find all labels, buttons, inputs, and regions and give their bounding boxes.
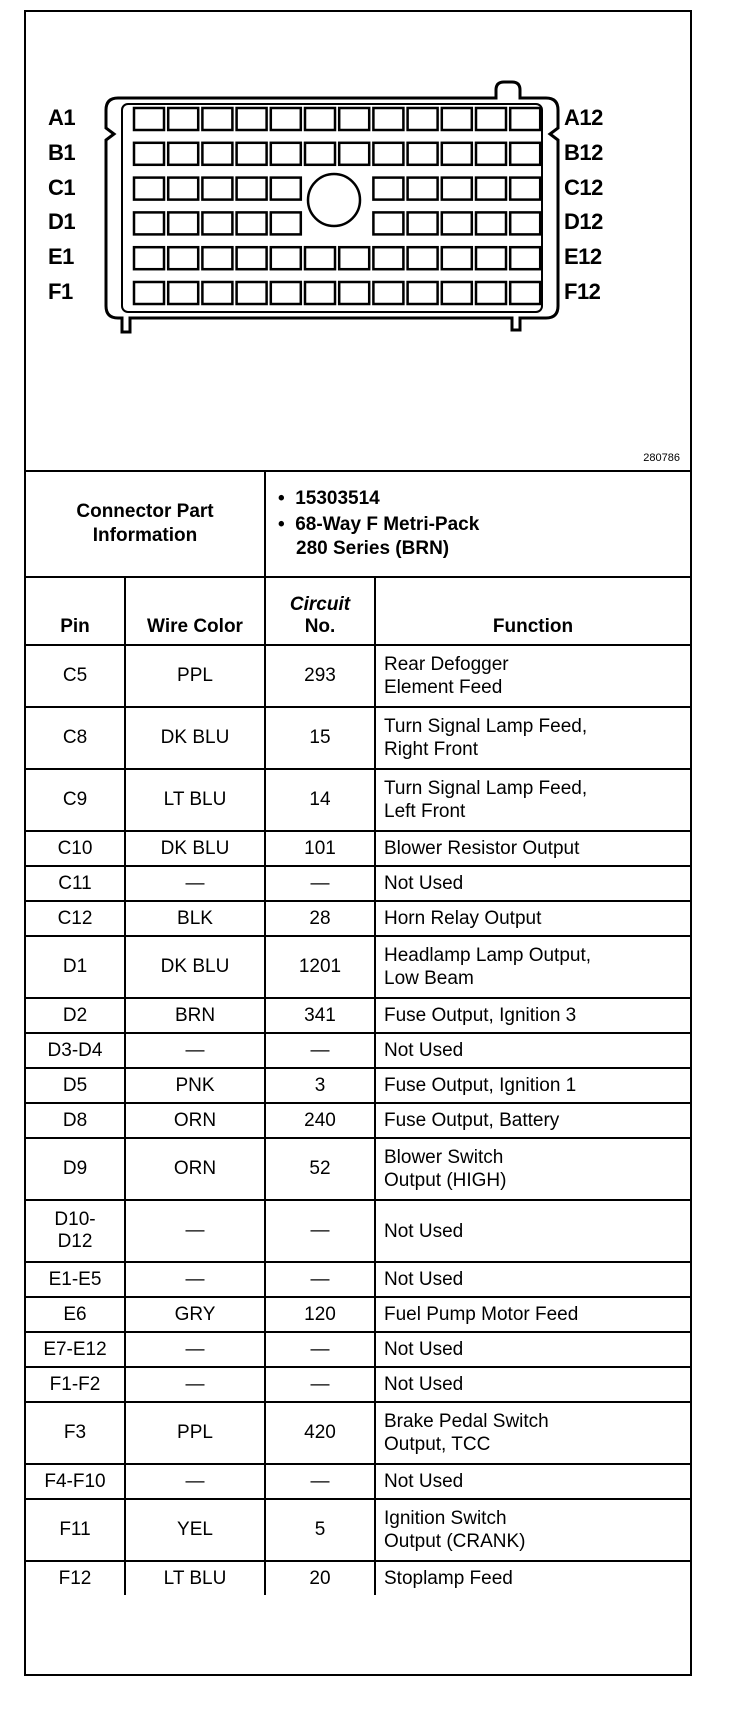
- connector-cavity: [339, 108, 369, 130]
- pin-cell: D2: [26, 998, 125, 1033]
- circuit-cell: 28: [265, 901, 375, 936]
- pin-cell: F1-F2: [26, 1367, 125, 1402]
- circuit-cell: 341: [265, 998, 375, 1033]
- connector-cavity: [373, 143, 403, 165]
- connector-cavity: [373, 108, 403, 130]
- circuit-cell: 5: [265, 1499, 375, 1561]
- connector-cavity: [134, 178, 164, 200]
- circuit-cell: —: [265, 1464, 375, 1499]
- pin-cell: C9: [26, 769, 125, 831]
- table-row: [26, 1033, 690, 1068]
- table-row: [26, 1103, 690, 1138]
- wire-color-cell: —: [125, 1332, 265, 1367]
- connector-cavity: [408, 143, 438, 165]
- pin-cell: F4-F10: [26, 1464, 125, 1499]
- wire-color-cell: —: [125, 1464, 265, 1499]
- table-row: [26, 1402, 690, 1464]
- table-row: [26, 831, 690, 866]
- connector-cavity: [202, 282, 232, 304]
- connector-cavity: [339, 247, 369, 269]
- wire-color-cell: —: [125, 866, 265, 901]
- pin-cell: D5: [26, 1068, 125, 1103]
- connector-cavity: [510, 178, 540, 200]
- table-row: [26, 1068, 690, 1103]
- connector-cavity: [408, 178, 438, 200]
- table-row: [26, 866, 690, 901]
- row-label-right: D12: [564, 209, 603, 235]
- connector-cavity: [408, 212, 438, 234]
- wire-color-cell: BLK: [125, 901, 265, 936]
- connector-cavity: [476, 212, 506, 234]
- connector-cavity: [339, 282, 369, 304]
- wire-color-header: Wire Color: [125, 577, 265, 645]
- connector-cavity: [134, 247, 164, 269]
- circuit-cell: 14: [265, 769, 375, 831]
- connector-cavity: [237, 108, 267, 130]
- circuit-cell: —: [265, 1200, 375, 1262]
- table-row: [26, 901, 690, 936]
- pin-cell: F3: [26, 1402, 125, 1464]
- pin-cell: C5: [26, 645, 125, 707]
- connector-cavity: [476, 247, 506, 269]
- connector-face-drawing: [26, 12, 690, 470]
- wire-color-cell: PPL: [125, 1402, 265, 1464]
- connector-cavity: [373, 247, 403, 269]
- table-row: [26, 707, 690, 769]
- connector-housing-outline: [106, 82, 558, 332]
- connector-center-post: [308, 174, 360, 226]
- circuit-cell: —: [265, 866, 375, 901]
- table-row: [26, 1464, 690, 1499]
- row-label-left: B1: [48, 139, 76, 165]
- table-row: [26, 1332, 690, 1367]
- pin-cell: E1-E5: [26, 1262, 125, 1297]
- row-label-left: E1: [48, 244, 74, 270]
- function-cell: Fuse Output, Ignition 1: [375, 1068, 690, 1103]
- pin-header: Pin: [26, 577, 125, 645]
- function-cell: Not Used: [375, 1332, 690, 1367]
- connector-cavity: [271, 178, 301, 200]
- circuit-cell: —: [265, 1262, 375, 1297]
- row-label-left: F1: [48, 279, 73, 304]
- wire-color-cell: —: [125, 1262, 265, 1297]
- connector-cavity: [168, 282, 198, 304]
- connector-cavity: [373, 212, 403, 234]
- connector-cavity: [271, 108, 301, 130]
- pin-cell: D10- D12: [26, 1200, 125, 1262]
- pin-cell: E7-E12: [26, 1332, 125, 1367]
- row-label-right: C12: [564, 174, 603, 200]
- connector-cavity: [510, 247, 540, 269]
- function-cell: Blower Switch Output (HIGH): [375, 1138, 690, 1200]
- row-label-right: B12: [564, 139, 603, 165]
- connector-cavity: [476, 143, 506, 165]
- connector-cavity: [168, 247, 198, 269]
- function-cell: Not Used: [375, 1200, 690, 1262]
- connector-cavity: [476, 282, 506, 304]
- pin-cell: F11: [26, 1499, 125, 1561]
- connector-cavity: [202, 178, 232, 200]
- connector-cavity: [237, 212, 267, 234]
- circuit-cell: 52: [265, 1138, 375, 1200]
- connector-cavity: [202, 247, 232, 269]
- function-header: Function: [375, 577, 690, 645]
- row-label-right: E12: [564, 244, 602, 270]
- connector-pinout-table: [26, 470, 690, 1595]
- function-cell: Fuse Output, Ignition 3: [375, 998, 690, 1033]
- table-header-row: [26, 577, 690, 645]
- pin-cell: D3-D4: [26, 1033, 125, 1068]
- connector-type: • 68-Way F Metri-Pack 280 Series (BRN): [278, 514, 480, 559]
- connector-cavity: [442, 178, 472, 200]
- wire-color-cell: —: [125, 1200, 265, 1262]
- connector-cavity: [271, 143, 301, 165]
- function-cell: Fuse Output, Battery: [375, 1103, 690, 1138]
- wire-color-cell: DK BLU: [125, 936, 265, 998]
- connector-diagram: [26, 12, 690, 472]
- circuit-cell: —: [265, 1033, 375, 1068]
- function-cell: Not Used: [375, 866, 690, 901]
- connector-cavity: [202, 212, 232, 234]
- function-cell: Not Used: [375, 1367, 690, 1402]
- pin-cell: D8: [26, 1103, 125, 1138]
- connector-cavity: [168, 212, 198, 234]
- function-cell: Ignition Switch Output (CRANK): [375, 1499, 690, 1561]
- function-cell: Turn Signal Lamp Feed, Left Front: [375, 769, 690, 831]
- circuit-header: Circuit No.: [265, 577, 375, 645]
- table-row: [26, 645, 690, 707]
- function-cell: Rear Defogger Element Feed: [375, 645, 690, 707]
- connector-cavity: [476, 178, 506, 200]
- connector-cavity: [408, 108, 438, 130]
- connector-cavity: [305, 108, 335, 130]
- table-row: [26, 1561, 690, 1595]
- connector-cavity: [442, 108, 472, 130]
- connector-cavity: [202, 108, 232, 130]
- table-row: [26, 769, 690, 831]
- circuit-cell: 240: [265, 1103, 375, 1138]
- circuit-cell: 20: [265, 1561, 375, 1595]
- pin-cell: C10: [26, 831, 125, 866]
- connector-cavity: [271, 282, 301, 304]
- wire-color-cell: ORN: [125, 1103, 265, 1138]
- circuit-cell: 120: [265, 1297, 375, 1332]
- wire-color-cell: DK BLU: [125, 707, 265, 769]
- pin-cell: D9: [26, 1138, 125, 1200]
- circuit-cell: 1201: [265, 936, 375, 998]
- connector-cavity: [510, 143, 540, 165]
- circuit-cell: 420: [265, 1402, 375, 1464]
- wire-color-cell: ORN: [125, 1138, 265, 1200]
- circuit-cell: 3: [265, 1068, 375, 1103]
- connector-info-label: Connector Part Information: [26, 471, 265, 577]
- wire-color-cell: LT BLU: [125, 769, 265, 831]
- pin-cell: E6: [26, 1297, 125, 1332]
- connector-cavity: [134, 282, 164, 304]
- pin-cell: C12: [26, 901, 125, 936]
- connector-cavity: [408, 282, 438, 304]
- row-label-right: A12: [564, 105, 603, 130]
- wire-color-cell: DK BLU: [125, 831, 265, 866]
- row-label-left: C1: [48, 174, 76, 200]
- function-cell: Headlamp Lamp Output, Low Beam: [375, 936, 690, 998]
- table-row: [26, 1138, 690, 1200]
- circuit-cell: 101: [265, 831, 375, 866]
- connector-cavity: [476, 108, 506, 130]
- circuit-cell: —: [265, 1367, 375, 1402]
- connector-info-row: [26, 471, 690, 577]
- wire-color-cell: YEL: [125, 1499, 265, 1561]
- wire-color-cell: PPL: [125, 645, 265, 707]
- connector-cavity: [271, 247, 301, 269]
- table-row: [26, 1262, 690, 1297]
- pin-cell: C8: [26, 707, 125, 769]
- connector-cavity: [408, 247, 438, 269]
- row-label-left: D1: [48, 209, 76, 235]
- connector-cavity: [339, 143, 369, 165]
- connector-cavity: [305, 247, 335, 269]
- connector-cavity: [271, 212, 301, 234]
- circuit-cell: 15: [265, 707, 375, 769]
- row-label-right: F12: [564, 279, 601, 304]
- row-label-left: A1: [48, 105, 76, 130]
- function-cell: Not Used: [375, 1464, 690, 1499]
- connector-cavity: [373, 282, 403, 304]
- pin-cell: C11: [26, 866, 125, 901]
- connector-cavity: [373, 178, 403, 200]
- table-row: [26, 998, 690, 1033]
- connector-part-number: • 15303514: [278, 488, 380, 509]
- connector-cavity: [168, 178, 198, 200]
- connector-cavity: [134, 143, 164, 165]
- function-cell: Blower Resistor Output: [375, 831, 690, 866]
- table-row: [26, 1499, 690, 1561]
- function-cell: Not Used: [375, 1033, 690, 1068]
- connector-cavity: [237, 282, 267, 304]
- table-row: [26, 1297, 690, 1332]
- wire-color-cell: PNK: [125, 1068, 265, 1103]
- table-row: [26, 1200, 690, 1262]
- connector-cavity: [202, 143, 232, 165]
- connector-cavity: [510, 108, 540, 130]
- pin-cell: D1: [26, 936, 125, 998]
- connector-cavity: [442, 143, 472, 165]
- connector-cavity: [237, 247, 267, 269]
- connector-cavity: [510, 212, 540, 234]
- connector-cavity: [237, 178, 267, 200]
- connector-cavity: [168, 108, 198, 130]
- circuit-cell: —: [265, 1332, 375, 1367]
- function-cell: Stoplamp Feed: [375, 1561, 690, 1595]
- connector-cavity: [442, 212, 472, 234]
- connector-cavity: [305, 143, 335, 165]
- pin-cell: F12: [26, 1561, 125, 1595]
- wire-color-cell: GRY: [125, 1297, 265, 1332]
- connector-info-values: [265, 471, 690, 577]
- figure-id: 280786: [643, 452, 680, 464]
- function-cell: Brake Pedal Switch Output, TCC: [375, 1402, 690, 1464]
- connector-cavity: [510, 282, 540, 304]
- connector-cavity: [168, 143, 198, 165]
- wire-color-cell: LT BLU: [125, 1561, 265, 1595]
- table-row: [26, 1367, 690, 1402]
- connector-cavity: [134, 212, 164, 234]
- wire-color-cell: —: [125, 1033, 265, 1068]
- wire-color-cell: BRN: [125, 998, 265, 1033]
- connector-cavity: [305, 282, 335, 304]
- function-cell: Horn Relay Output: [375, 901, 690, 936]
- function-cell: Not Used: [375, 1262, 690, 1297]
- table-row: [26, 936, 690, 998]
- function-cell: Fuel Pump Motor Feed: [375, 1297, 690, 1332]
- wire-color-cell: —: [125, 1367, 265, 1402]
- function-cell: Turn Signal Lamp Feed, Right Front: [375, 707, 690, 769]
- circuit-cell: 293: [265, 645, 375, 707]
- document-frame: [24, 10, 692, 1676]
- connector-cavity: [134, 108, 164, 130]
- connector-cavity: [442, 282, 472, 304]
- connector-cavity: [442, 247, 472, 269]
- connector-cavity: [237, 143, 267, 165]
